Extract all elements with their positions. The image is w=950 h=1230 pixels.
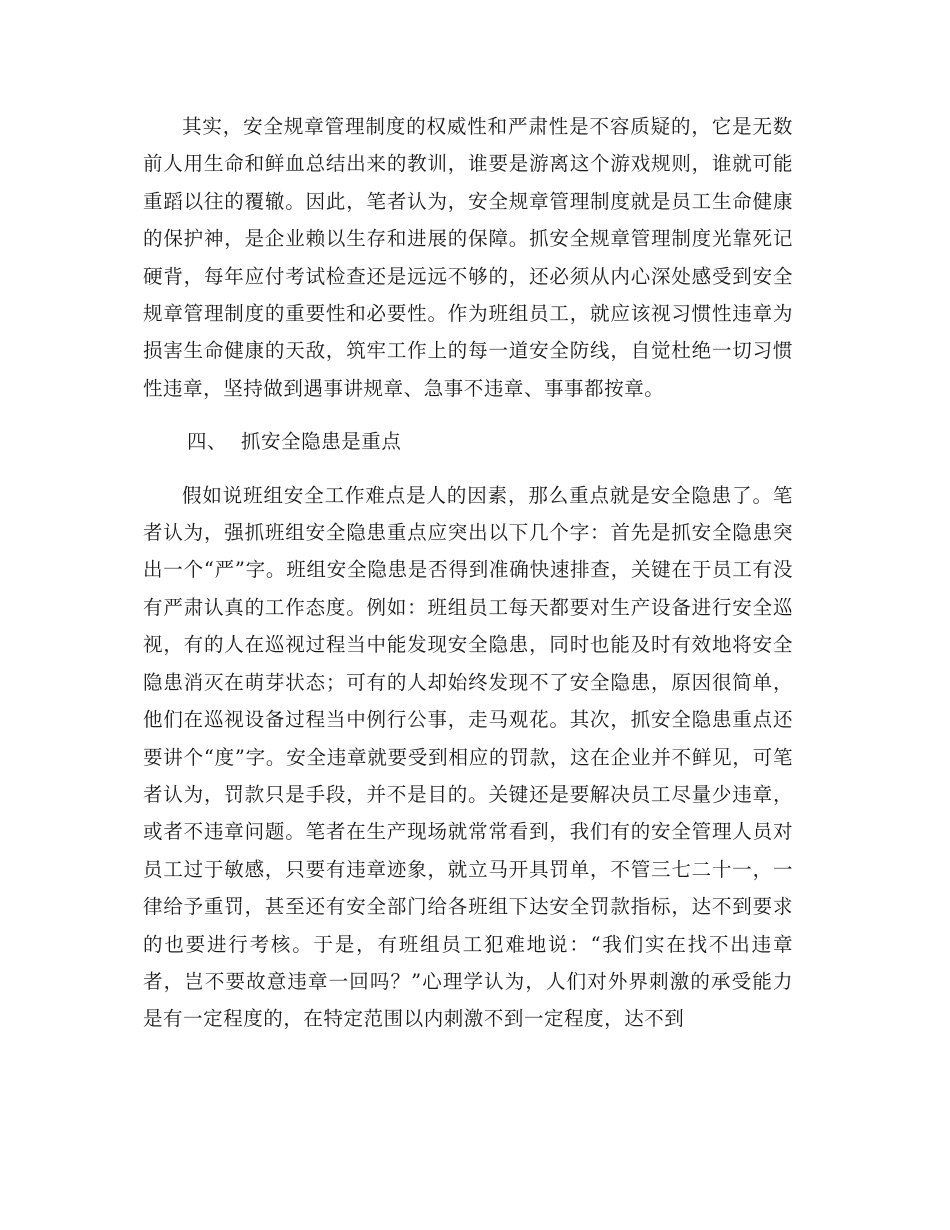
section-heading xyxy=(143,423,793,460)
section-heading-text: 抓安全隐患是重点 xyxy=(241,430,402,454)
paragraph-safety-hazards: 假如说班组安全工作难点是人的因素，那么重点就是安全隐患了。笔者认为，强抓班组安全隐患重点应突出以下几个字：首先是抓安全隐患突出一个“严”字。班组安全隐患是否得到准确快速排查，关键在于员工有没有严肃认真的工作态度。例如：班组员工每天都要对生产设备进行安全巡视，有的人在巡视过程当中能发现安全隐患，同时也能及时有效地将安全隐患消灭在萌芽状态；可有的人却始终发现不了安全隐患，原因很简单，他们在巡视设备过程当中例行公事，走马观花。其次，抓安全隐患重点还要讲个“度”字。安全违章就要受到相应的罚款，这在企业并不鲜见，可笔者认为，罚款只是手段，并不是目的。关键还是要解决员工尽量少违章，或者不违章问题。笔者在生产现场就常常看到，我们有的安全管理人员对员工过于敏感，只要有违章迹象，就立马开具罚单，不管三七二十一，一律给予重罚，甚至还有安全部门给各班组下达安全罚款指标，达不到要求的也要进行考核。于是，有班组员工犯难地说：“我们实在找不出违章者，岂不要故意违章一回吗？”心理学认为，人们对外界刺激的承受能力是有一定程度的，在特定范围以内刺激不到一定程度，达不到 xyxy=(143,483,793,1031)
document-page xyxy=(143,108,793,1038)
paragraph-safety-regulations: 其实，安全规章管理制度的权威性和严肃性是不容质疑的，它是无数前人用生命和鲜血总结出来的教训，谁要是游离这个游戏规则，谁就可能重蹈以往的覆辙。因此，笔者认为，安全规章管理制度就是员工生命健康的保护神，是企业赖以生存和进展的保障。抓安全规章管理制度光靠死记硬背，每年应付考试检查还是远远不够的，还必须从内心深处感受到安全规章管理制度的重要性和必要性。作为班组员工，就应该视习惯性违章为损害生命健康的天敌，筑牢工作上的每一道安全防线，自觉杜绝一切习惯性违章，坚持做到遇事讲规章、急事不违章、事事都按章。 xyxy=(143,115,793,400)
section-heading-number: 四、 xyxy=(187,430,228,454)
